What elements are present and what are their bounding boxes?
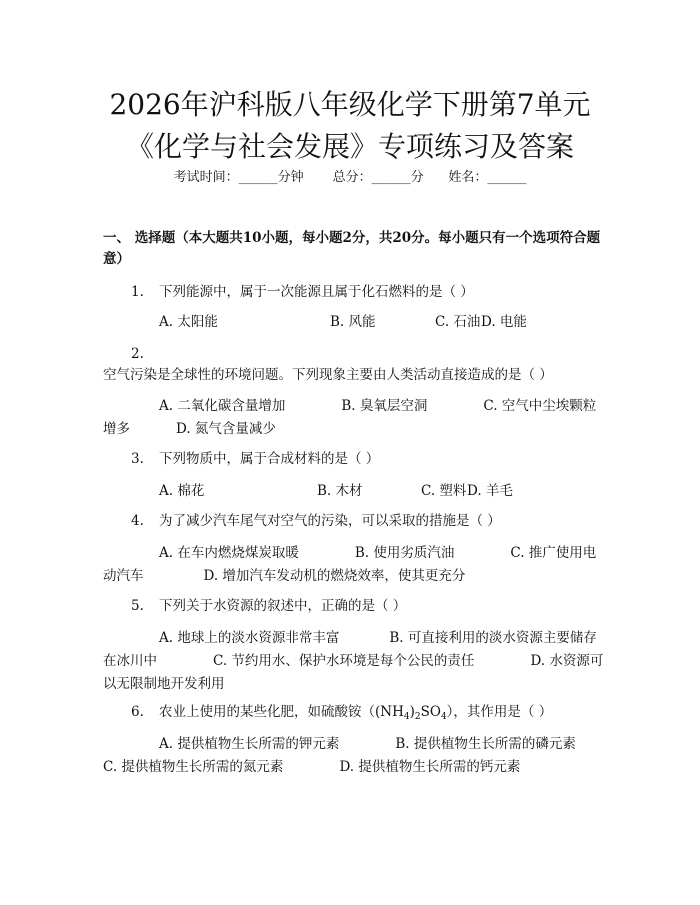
question-2 [103,344,608,386]
question-6-options [103,733,608,779]
option-b: B. 风能 [330,314,376,330]
option-c: C. 空气中尘埃颗粒增多 [103,398,597,437]
name-blank: ______ [487,170,527,185]
option-c: C. 石油 [435,314,481,330]
score-label: 总分： [332,170,372,185]
question-stem-part: ），其作用是（ ） [446,704,553,720]
exam-meta-line [0,169,700,187]
question-stem: 空气污染是全球性的环境问题。下列现象主要由人类活动直接造成的是（ ） [103,367,553,383]
section-heading: 一、 选择题（本大题共10小题，每小题2分，共20分。每小题只有一个选项符合题意） [103,230,601,267]
option-b: B. 木材 [317,483,363,499]
question-number: 3. [131,451,144,467]
question-stem: 下列能源中，属于一次能源且属于化石燃料的是（ ） [159,284,474,300]
option-d: D. 水资源可以无限制地开发利用 [103,653,604,692]
option-a: A. 棉花 [159,483,205,499]
question-stem-part: ) [409,704,415,720]
option-c: C. 节约用水、保护水环境是每个公民的责任 [213,653,475,669]
question-3 [103,449,608,470]
question-stem: 下列关于水资源的叙述中，正确的是（ ） [159,598,407,614]
question-number: 6. [131,704,144,720]
score-blank: ______ [371,170,411,185]
option-a: A. 提供植物生长所需的钾元素 [159,736,340,752]
time-unit: 分钟 [277,170,304,185]
question-number: 4. [131,513,144,529]
time-blank: ______ [238,170,278,185]
option-b: B. 提供植物生长所需的磷元素 [395,736,576,752]
question-number: 1. [131,284,144,300]
time-label: 考试时间： [173,170,239,185]
formula-subscript: 4 [440,712,447,722]
question-stem-part: 农业上使用的某些化肥，如硫酸铵（(NH [159,704,404,720]
option-a: A. 二氧化碳含量增加 [159,398,286,414]
option-c: C. 塑料 [421,483,467,499]
option-c: C. 提供植物生长所需的氮元素 [103,759,284,775]
option-d: D. 增加汽车发动机的燃烧效率，使其更充分 [203,568,466,584]
question-5-options [103,627,608,696]
option-d: D. 电能 [481,314,527,330]
option-b: B. 可直接利用的淡水资源主要储存在冰川中 [103,630,597,669]
question-stem: 下列物质中，属于合成材料的是（ ） [159,451,380,467]
question-6 [103,702,608,728]
option-c: C. 推广使用电动汽车 [103,545,597,584]
score-unit: 分 [410,170,424,185]
question-number: 2. [131,346,144,362]
document-title: 2026年沪科版八年级化学下册第7单元《化学与社会发展》专项练习及答案 [109,88,591,163]
option-d: D. 羊毛 [467,483,513,499]
question-3-options [103,480,608,503]
question-1-options [103,311,608,334]
option-b: B. 使用劣质汽油 [354,545,455,561]
formula-subscript: 2 [414,712,421,722]
question-4-options [103,542,608,588]
option-a: A. 地球上的淡水资源非常丰富 [159,630,340,646]
question-5 [103,596,608,617]
option-d: D. 提供植物生长所需的钙元素 [339,759,521,775]
option-a: A. 在车内燃烧煤炭取暖 [159,545,299,561]
question-1 [103,282,608,303]
question-number: 5. [131,598,144,614]
option-d: D. 氮气含量减少 [176,421,276,437]
formula-subscript: 4 [403,712,410,722]
question-stem-part: SO [420,704,441,720]
question-2-options [103,395,608,441]
question-4 [103,511,608,532]
question-stem: 为了减少汽车尾气对空气的污染，可以采取的措施是（ ） [159,513,501,529]
option-a: A. 太阳能 [159,314,218,330]
option-b: B. 臭氧层空洞 [341,398,428,414]
name-label: 姓名： [448,170,488,185]
